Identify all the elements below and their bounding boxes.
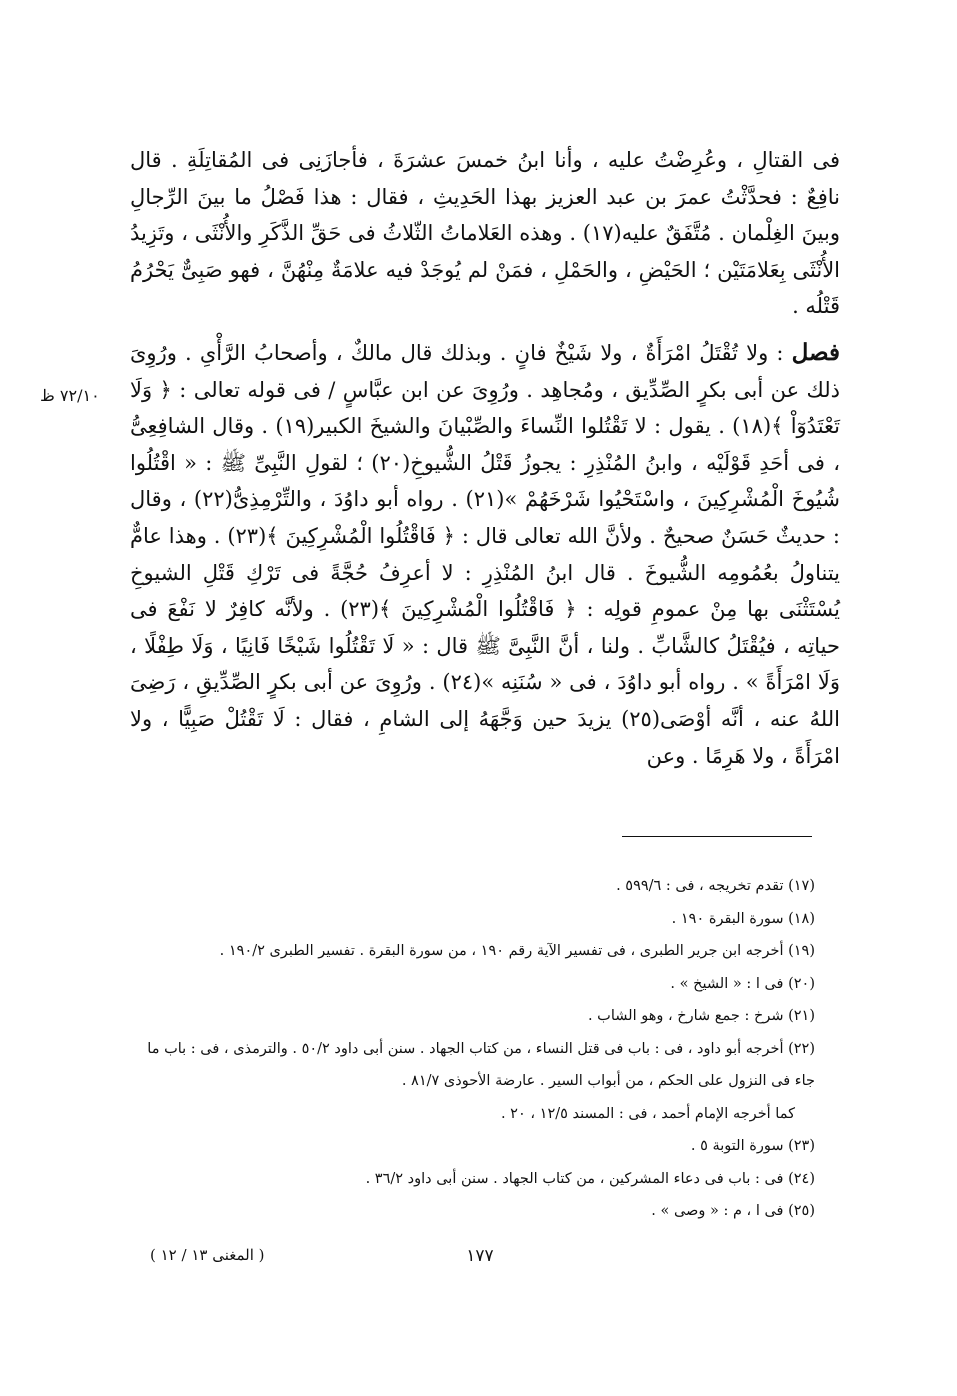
paragraph-maturity-signs: فى القتالِ ، وعُرِضْتُ عليه ، وأنا ابنُ خمسَ عشرَةَ ، فأجازَنِى فى المُقاتِلَةِ . قال نافِعٌ : فحدَّثْتُ عمرَ بن عبد العزيز بهذا الحَدِيثِ ، فقال : هذا فَصْلُ ما بينَ الرِّجالِ وبينَ الغِلْمان . مُتَّفَقٌ عليه(١٧) . وهذه العَلاماتُ الثّلاثُ فى حَقِّ الذَّكَرِ والأُنْثَى ، وتَزِيدُ الأُنْثَى بِعَلامَتَيْن ؛ الحَيْضِ ، والحَمْلِ ، فمَنْ لم يُوجَدْ فيه علامَةٌ مِنْهُنَّ ، فهو صَبِىٌّ يَحْرُمُ قَتْلُه . (130, 148, 840, 319)
footnote-17: (١٧) تقدم تخريجه ، فى : ٥٩٩/٦ . (616, 878, 815, 894)
footnote-19: (١٩) أخرجه ابن جرير الطبرى ، فى تفسير الآية رقم ١٩٠ ، من سورة البقرة . تفسير الطبرى ١٩٠/٢ . (219, 943, 815, 959)
footnote-18: (١٨) سورة البقرة ١٩٠ . (671, 910, 815, 927)
footnote-separator (622, 836, 812, 837)
footnote-20: (٢٠) فى ا : « الشيخ » . (670, 975, 815, 992)
footnote-21: (٢١) شرخ : جمع شارخ ، وهو الشاب . (587, 1008, 815, 1024)
manuscript-folio-note: ٧٢/١٠ ظ (40, 386, 100, 405)
fasl-heading: فصل (791, 338, 840, 366)
volume-reference: ( المغنى ١٣ / ١٢ ) (150, 1246, 265, 1264)
footnote-25: (٢٥) فى ا ، م : « وصى » . (651, 1203, 815, 1219)
main-text (130, 142, 840, 774)
page-number: ١٧٧ (466, 1246, 494, 1266)
footnote-24: (٢٤) فى : باب فى دعاء المشركين ، من كتاب الجهاد . سنن أبى داود ٣٦/٢ . (365, 1170, 815, 1187)
fasl-text: : ولا تُقْتَلُ امْرَأَةٌ ، ولا شَيْخٌ فانٍ . وبذلك قال مالكٌ ، وأصحابُ الرَّأْىِ . ورُوِىَ ذلك عن أبى بكرٍ الصِّدِّيق ، ومُجاهِد . ورُوِىَ عن ابن عبَّاسٍ / فى قوله تعالى : ﴿ وَلَا تَعْتَدُوٓاْ ﴾(١٨) . يقول : لا تَقْتُلوا النِّساءَ والصِّبْيانَ والشيخَ الكبير(١٩) . وقال الشافِعِىُّ ، فى أحَدِ قَوْلَيْه ، وابنُ المُنْذِرِ : يجوزُ قَتْلُ الشُّيوخِ(٢٠) ؛ لقولِ النَّبِىِّ ﷺ : « اقْتُلُوا شُيُوخَ الْمُشْرِكِينَ ، واسْتَحْيُوا شَرْخَهُمْ »(٢١) . رواه أبو داوُدَ ، والتِّرْمِذِىُّ(٢٢) ، وقال : حديثٌ حَسَنٌ صحيحٌ . ولأنَّ الله تعالى قال : ﴿ فَاقْتُلُوا الْمُشْرِكِينَ ﴾(٢٣) . وهذا عامٌّ يتناولُ بعُمُومِه الشُّيوخَ . قال ابنُ المُنْذِرِ : لا أعرِفُ حُجَّةً فى تَرْكِ قَتْلِ الشيوخِ يُسْتَثْنَى بها مِنْ عمومِ قولِه : ﴿ فَاقْتُلُوا الْمُشْرِكِينَ ﴾(٢٣) . ولأنَّه كافِرٌ لا نَفْعَ فى حياتِه ، فيُقْتَلُ كالشَّابِّ . ولنا ، أنَّ النَّبِىَّ ﷺ قال : « لَا تَقْتُلُوا شَيْخًا فَانِيًا ، وَلَا طِفْلًا ، وَلَا امْرَأَةً » . رواه أبو داوُدَ ، فى « سُنَنِه »(٢٤) . ورُوِىَ عن أبى بكرٍ الصِّدِّيقِ ، رَضِىَ اللهُ عنه ، أنَّه أوْصَى(٢٥) يزيدَ حين وَجَّهَهُ إلى الشامِ ، فقال : لَا تَقْتُلْ صَبِيًّا ، ولا امْرَأَةً ، ولا هَرِمًا . وعن (130, 340, 841, 768)
footnote-22-continuation: كما أخرجه الإمام أحمد ، فى : المسند ١٢/٥ ، ٢٠ . (500, 1105, 795, 1122)
paragraph-fasl (130, 335, 840, 774)
footnote-23: (٢٣) سورة التوبة ٥ . (690, 1138, 815, 1154)
footnotes (130, 870, 815, 1228)
footnote-22: (٢٢) أخرجه أبو داود ، فى : باب فى قتل النساء ، من كتاب الجهاد . سنن أبى داود ٥٠/٢ . والترمذى ، فى : باب ما جاء فى النزول على الحكم ، من أبواب السير . عارضة الأحوذى ٨١/٧ . (147, 1040, 815, 1089)
